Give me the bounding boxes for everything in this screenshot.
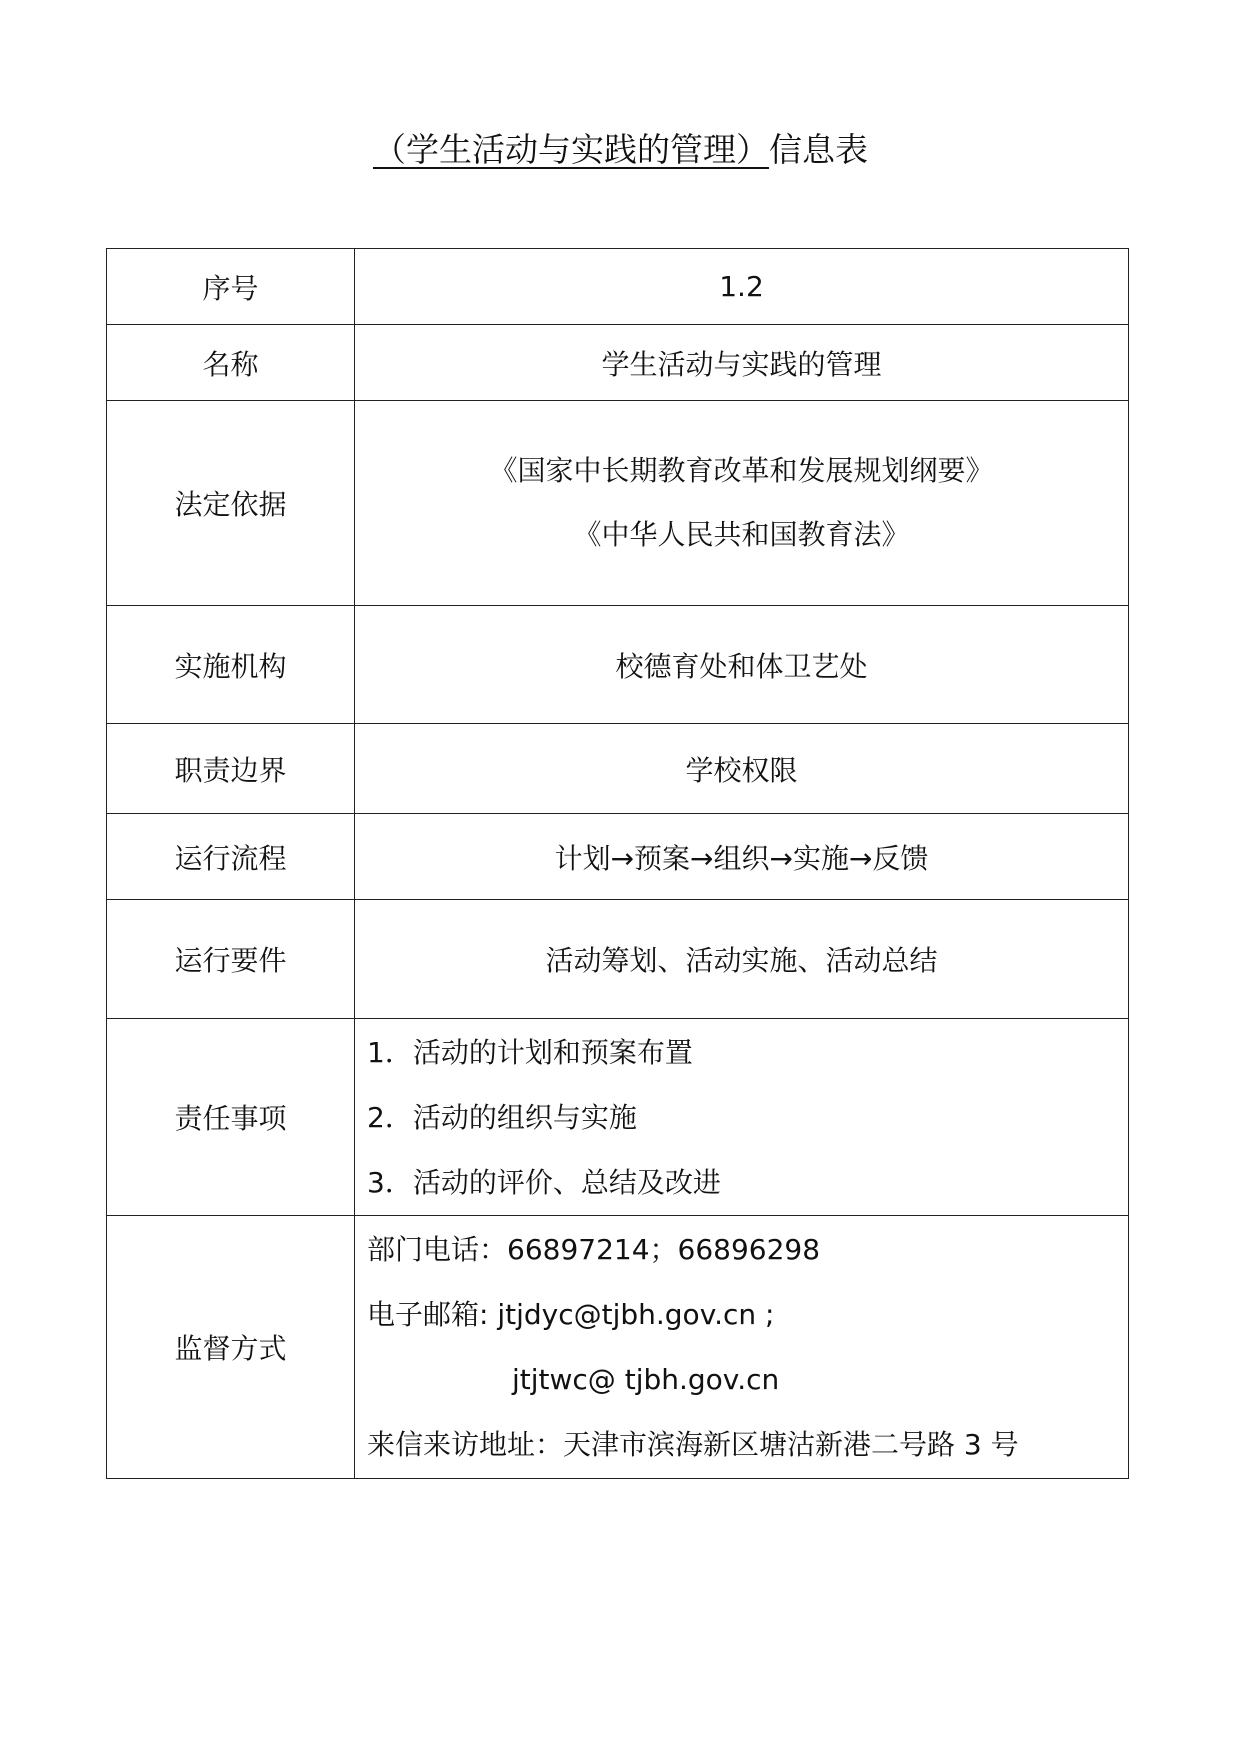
table-row-name	[107, 325, 1129, 401]
name-label: 名称	[107, 325, 355, 401]
table-row-responsibility-boundary	[107, 724, 1129, 814]
document-title-suffix: 信息表	[769, 130, 868, 169]
table-row-implementing-body	[107, 606, 1129, 724]
responsibility-boundary-label: 职责边界	[107, 724, 355, 814]
responsibility-item: 3．活动的评价、总结及改进	[367, 1165, 721, 1199]
operating-elements-value: 活动筹划、活动实施、活动总结	[355, 900, 1129, 1019]
document-title	[0, 128, 1241, 172]
document-title-subject: （学生活动与实践的管理）	[373, 130, 769, 169]
visit-address: 来信来访地址：天津市滨海新区塘沽新港二号路 3 号	[367, 1428, 1019, 1461]
responsibilities-label: 责任事项	[107, 1019, 355, 1216]
responsibility-item: 1．活动的计划和预案布置	[367, 1035, 693, 1069]
email-secondary: jtjtwc@ tjbh.gov.cn	[512, 1363, 780, 1396]
supervision-value	[355, 1216, 1129, 1479]
info-table	[106, 248, 1129, 1479]
table-row-operating-elements	[107, 900, 1129, 1019]
table-row-supervision	[107, 1216, 1129, 1479]
table-row-responsibilities	[107, 1019, 1129, 1216]
process-flow-label: 运行流程	[107, 814, 355, 900]
legal-basis-value	[355, 401, 1129, 606]
process-flow-value: 计划→预案→组织→实施→反馈	[355, 814, 1129, 900]
supervision-label: 监督方式	[107, 1216, 355, 1479]
legal-basis-item: 《国家中长期教育改革和发展规划纲要》	[489, 454, 994, 487]
implementing-body-value: 校德育处和体卫艺处	[355, 606, 1129, 724]
department-phone: 部门电话：66897214；66896298	[367, 1233, 821, 1266]
legal-basis-label: 法定依据	[107, 401, 355, 606]
responsibility-boundary-value: 学校权限	[355, 724, 1129, 814]
legal-basis-item: 《中华人民共和国教育法》	[573, 518, 910, 551]
responsibilities-value	[355, 1019, 1129, 1216]
serial-value: 1.2	[355, 249, 1129, 325]
email-primary: 电子邮箱: jtjdyc@tjbh.gov.cn ;	[367, 1298, 775, 1331]
operating-elements-label: 运行要件	[107, 900, 355, 1019]
table-row-process-flow	[107, 814, 1129, 900]
serial-label: 序号	[107, 249, 355, 325]
table-row-legal-basis	[107, 401, 1129, 606]
responsibility-item: 2．活动的组织与实施	[367, 1100, 637, 1134]
name-value: 学生活动与实践的管理	[355, 325, 1129, 401]
table-row-serial	[107, 249, 1129, 325]
implementing-body-label: 实施机构	[107, 606, 355, 724]
